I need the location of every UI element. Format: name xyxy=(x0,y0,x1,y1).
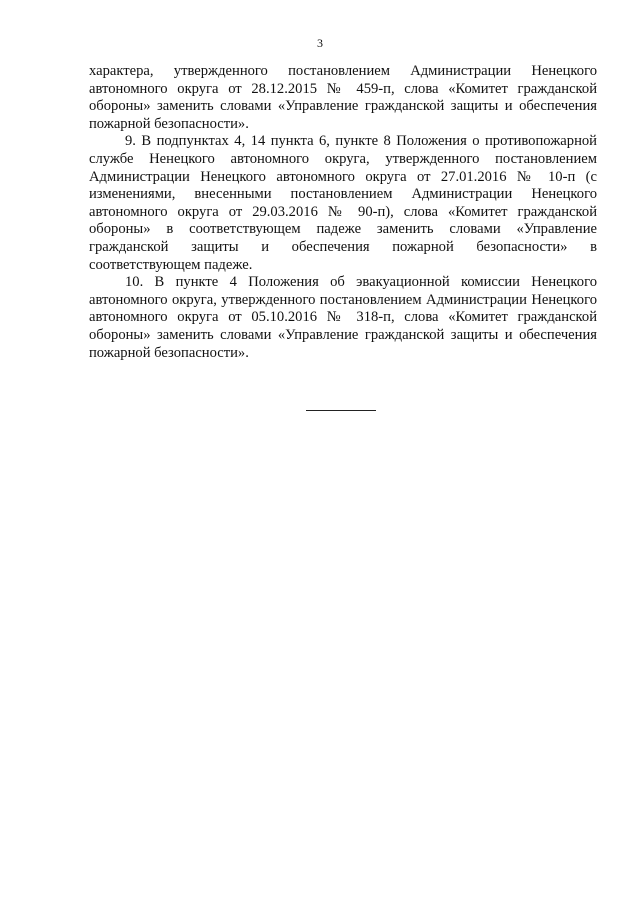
end-separator-line xyxy=(306,410,376,411)
paragraph-continuation: характера, утвержденного постановлением Администрации Ненецкого автономного округа от 28.12.2015 № 459-п, слова «Комитет гражданской обороны» заменить словами «Управление гражданской защиты и обеспечения пожарной безопасности». xyxy=(89,63,597,132)
paragraph-item-10: 10. В пункте 4 Положения об эвакуационной комиссии Ненецкого автономного округа, утвержденного постановлением Администрации Ненецкого автономного округа от 05.10.2016 № 318-п, слова «Комитет гражданской обороны» заменить словами «Управление гражданской защиты и обеспечения пожарной безопасности». xyxy=(89,274,597,361)
document-body xyxy=(89,63,597,362)
page-number: 3 xyxy=(317,36,323,50)
paragraph-item-9: 9. В подпунктах 4, 14 пункта 6, пункте 8 Положения о противопожарной службе Ненецкого автономного округа, утвержденного постановлением Администрации Ненецкого автономного округа от 27.01.2016 № 10-п (с изменениями, внесенными постановлением Администрации Ненецкого автономного округа от 29.03.2016 № 90-п), слова «Комитет гражданской обороны» в соответствующем падеже заменить словами «Управление гражданской защиты и обеспечения пожарной безопасности» в соответствующем падеже. xyxy=(89,133,597,273)
